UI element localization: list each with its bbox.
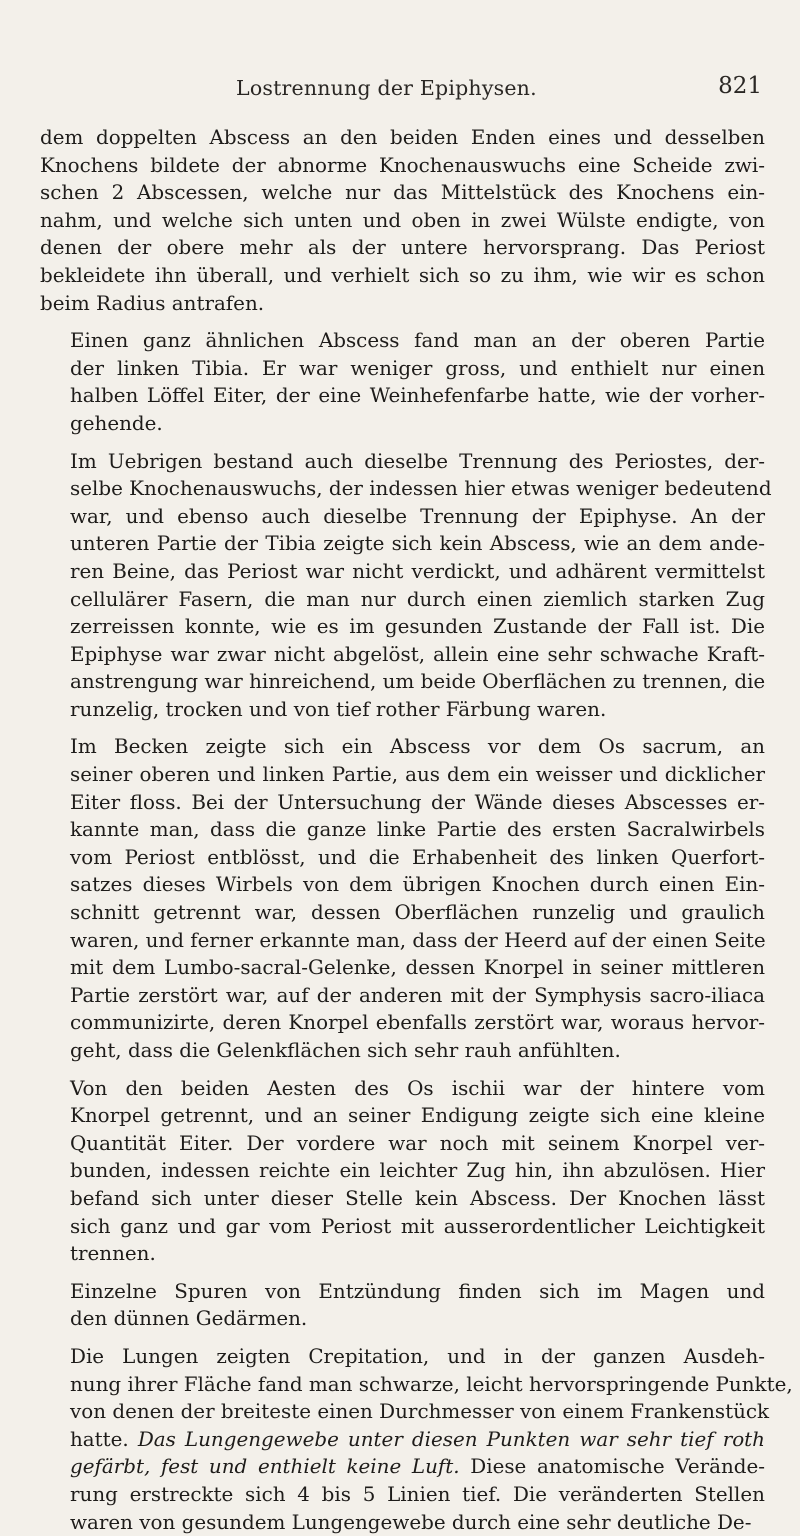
text-line: selbe Knochenauswuchs, der indessen hier etwas weniger bedeutend	[40, 475, 765, 503]
text-line: anstrengung war hinreichend, um beide Oberflächen zu trennen, die	[40, 668, 765, 696]
body-text	[40, 124, 765, 1536]
text-line: geht, dass die Gelenkflächen sich sehr rauh anfühlten.	[40, 1037, 765, 1065]
text-line: den dünnen Gedärmen.	[40, 1305, 765, 1333]
text-line: trennen.	[40, 1240, 765, 1268]
paragraph	[40, 733, 765, 1064]
text-line: Knochens bildete der abnorme Knochenauswuchs eine Scheide zwi-	[40, 152, 765, 180]
text-line: dem doppelten Abscess an den beiden Enden eines und desselben	[40, 124, 765, 152]
text-line: vom Periost entblösst, und die Erhabenheit des linken Querfort-	[40, 844, 765, 872]
paragraph	[40, 1075, 765, 1268]
text-line: sich ganz und gar vom Periost mit ausserordentlicher Leichtigkeit	[40, 1213, 765, 1241]
text-line: schen 2 Abscessen, welche nur das Mittelstück des Knochens ein-	[40, 179, 765, 207]
text-line: Epiphyse war zwar nicht abgelöst, allein eine sehr schwache Kraft-	[40, 641, 765, 669]
paragraph	[40, 448, 765, 724]
paragraph	[40, 1278, 765, 1333]
paragraph	[40, 124, 765, 317]
text-line: befand sich unter dieser Stelle kein Abscess. Der Knochen lässt	[40, 1185, 765, 1213]
text-line: satzes dieses Wirbels von dem übrigen Knochen durch einen Ein-	[40, 871, 765, 899]
text-line: runzelig, trocken und von tief rother Färbung waren.	[40, 696, 765, 724]
paragraph	[40, 1343, 765, 1536]
text-line: Die Lungen zeigten Crepitation, und in der ganzen Ausdeh-	[40, 1343, 765, 1371]
text-line: ren Beine, das Periost war nicht verdickt, und adhärent vermittelst	[40, 558, 765, 586]
text-line: Quantität Eiter. Der vordere war noch mit seinem Knorpel ver-	[40, 1130, 765, 1158]
text-line: waren von gesundem Lungengewebe durch eine sehr deutliche De-	[40, 1509, 765, 1536]
text-line: communizirte, deren Knorpel ebenfalls zerstört war, woraus hervor-	[40, 1009, 765, 1037]
text-line: cellulärer Fasern, die man nur durch einen ziemlich starken Zug	[40, 586, 765, 614]
text-line: war, und ebenso auch dieselbe Trennung der Epiphyse. An der	[40, 503, 765, 531]
running-head: Lostrennung der Epiphysen.	[236, 76, 537, 100]
text-line: Eiter floss. Bei der Untersuchung der Wände dieses Abscesses er-	[40, 789, 765, 817]
text-line: halben Löffel Eiter, der eine Weinhefenfarbe hatte, wie der vorher-	[40, 382, 765, 410]
text-line: beim Radius antrafen.	[40, 290, 765, 318]
text-line: rung erstreckte sich 4 bis 5 Linien tief. Die veränderten Stellen	[40, 1481, 765, 1509]
paragraph	[40, 327, 765, 437]
page-header	[0, 76, 800, 106]
text-line: schnitt getrennt war, dessen Oberflächen runzelig und graulich	[40, 899, 765, 927]
text-line: Im Uebrigen bestand auch dieselbe Trennung des Periostes, der-	[40, 448, 765, 476]
text-line: nung ihrer Fläche fand man schwarze, leicht hervorspringende Punkte,	[40, 1371, 765, 1399]
text-line: Von den beiden Aesten des Os ischii war der hintere vom	[40, 1075, 765, 1103]
text-line: gehende.	[40, 410, 765, 438]
text-line: der linken Tibia. Er war weniger gross, und enthielt nur einen	[40, 355, 765, 383]
text-line: zerreissen konnte, wie es im gesunden Zustande der Fall ist. Die	[40, 613, 765, 641]
text-line: mit dem Lumbo-sacral-Gelenke, dessen Knorpel in seiner mittleren	[40, 954, 765, 982]
text-line: hatte. Das Lungengewebe unter diesen Punkten war sehr tief roth	[40, 1426, 765, 1454]
text-line: waren, und ferner erkannte man, dass der Heerd auf der einen Seite	[40, 927, 765, 955]
text-line: denen der obere mehr als der untere hervorsprang. Das Periost	[40, 234, 765, 262]
text-line: Partie zerstört war, auf der anderen mit der Symphysis sacro-iliaca	[40, 982, 765, 1010]
text-line: seiner oberen und linken Partie, aus dem ein weisser und dicklicher	[40, 761, 765, 789]
text-line: bunden, indessen reichte ein leichter Zug hin, ihn abzulösen. Hier	[40, 1157, 765, 1185]
text-line: von denen der breiteste einen Durchmesser von einem Frankenstück	[40, 1398, 765, 1426]
text-line: kannte man, dass die ganze linke Partie des ersten Sacralwirbels	[40, 816, 765, 844]
text-line: Im Becken zeigte sich ein Abscess vor dem Os sacrum, an	[40, 733, 765, 761]
text-line: bekleidete ihn überall, und verhielt sich so zu ihm, wie wir es schon	[40, 262, 765, 290]
text-line: gefärbt, fest und enthielt keine Luft. Diese anatomische Verände-	[40, 1453, 765, 1481]
text-line: unteren Partie der Tibia zeigte sich kein Abscess, wie an dem ande-	[40, 530, 765, 558]
text-line: Einzelne Spuren von Entzündung finden sich im Magen und	[40, 1278, 765, 1306]
page-number: 821	[718, 73, 762, 99]
text-line: Knorpel getrennt, und an seiner Endigung zeigte sich eine kleine	[40, 1102, 765, 1130]
text-line: Einen ganz ähnlichen Abscess fand man an der oberen Partie	[40, 327, 765, 355]
text-line: nahm, und welche sich unten und oben in zwei Wülste endigte, von	[40, 207, 765, 235]
